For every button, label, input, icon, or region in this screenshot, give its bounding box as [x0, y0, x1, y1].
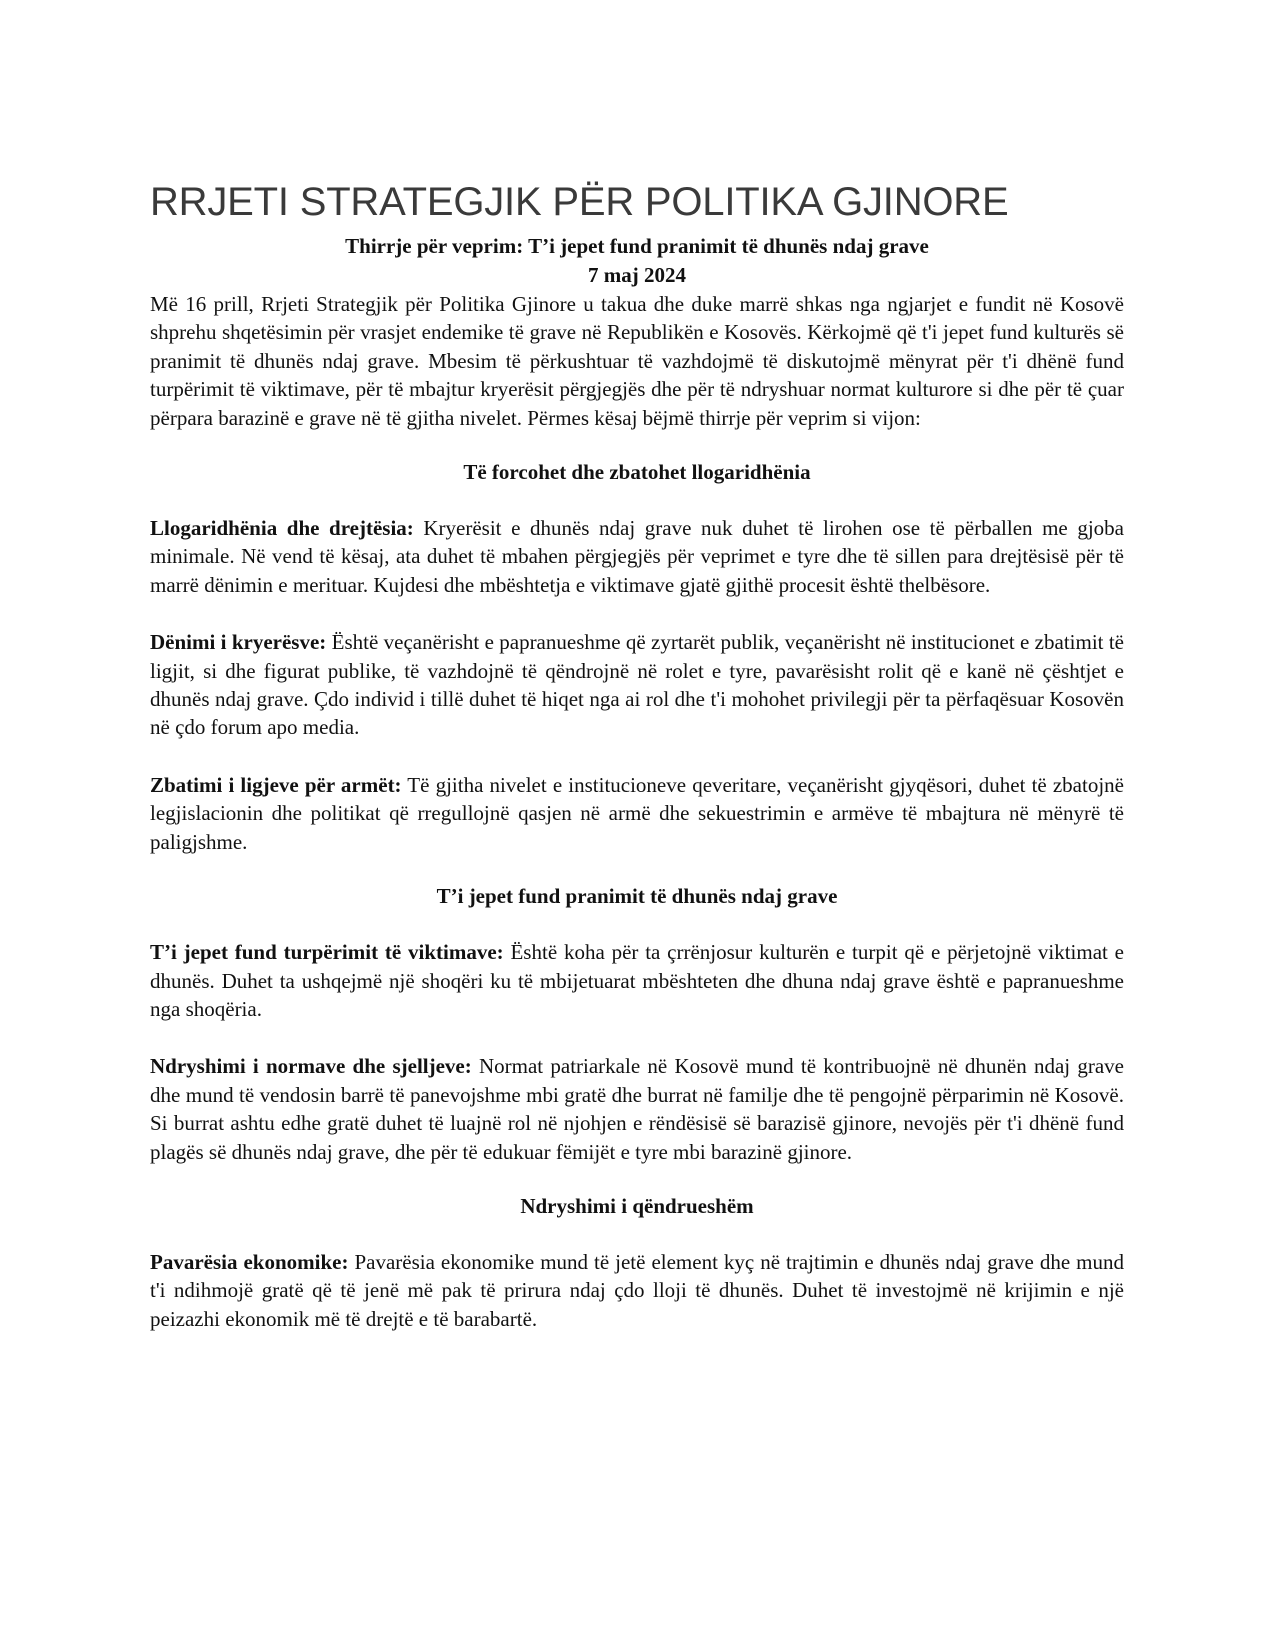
document-title: RRJETI STRATEGJIK PËR POLITIKA GJINORE: [150, 180, 1009, 224]
paragraph-text: Të gjitha nivelet e institucioneve qeveritare, veçanërisht gjyqësori, duhet të zbatojnë legjislacionin dhe politikat që rregullojnë qasjen në armë dhe sekuestrimin e armëve të mbajtura në mënyrë të paligjshme.: [150, 772, 1124, 854]
paragraph-text: Është koha për ta çrrënjosur kulturën e turpit që e përjetojnë viktimat e dhunës. Duhet ta ushqejmë një shoqëri ku të mbijetuarat mbështeten dhe dhuna ndaj grave është e papranueshme nga shoqëria.: [150, 940, 1124, 1021]
paragraph-lead: Dënimi i kryerësve:: [150, 630, 327, 655]
paragraph-victim-shaming: [150, 938, 1124, 1023]
paragraph-lead: T’i jepet fund turpërimit të viktimave:: [150, 940, 504, 965]
paragraph-text: Është veçanërisht e papranueshme që zyrtarët publik, veçanërisht në institucionet e zbatimit të ligjit, si dhe figurat publike, të vazhdojnë të qëndrojnë në rolet e tyre, pavarësisht rolit që e kanë në çështjet e dhunës ndaj grave. Çdo individ i tillë duhet të hiqet nga ai rol dhe t'i mohohet privilegji për ta përfaqësuar Kosovën në çdo forum apo media.: [150, 630, 1124, 740]
document-page: [150, 178, 1124, 1333]
paragraph-lead: Llogaridhënia dhe drejtësia:: [150, 516, 414, 541]
section-heading-sustainable-change: Ndryshimi i qëndrueshëm: [520, 1193, 754, 1218]
paragraph-lead: Zbatimi i ligjeve për armët:: [150, 772, 402, 797]
paragraph-economic-independence: [150, 1248, 1124, 1333]
paragraph-text: Normat patriarkale në Kosovë mund të kontribuojnë në dhunën ndaj grave dhe mund të vendosin barrë të panevojshme mbi gratë dhe burrat në familje dhe të pengojnë përparimin në Kosovë. Si burrat ashtu edhe gratë duhet të luajnë rol në njohjen e rëndësisë së barazisë gjinore, nevojës për t'i dhënë fund plagës së dhunës ndaj grave, dhe për të edukuar fëmijët e tyre mbi barazinë gjinore.: [150, 1054, 1125, 1164]
paragraph-punishment: [150, 628, 1124, 742]
document-subtitle: Thirrje për veprim: T’i jepet fund pranimit të dhunës ndaj grave: [345, 234, 929, 258]
paragraph-lead: Ndryshimi i normave dhe sjelljeve:: [150, 1054, 472, 1079]
section-heading-end-acceptance: T’i jepet fund pranimit të dhunës ndaj grave: [436, 884, 838, 909]
paragraph-weapons-laws: [150, 771, 1124, 856]
paragraph-accountability-justice: [150, 514, 1124, 599]
paragraph-text: Kryerësit e dhunës ndaj grave nuk duhet të lirohen ose të përballen me gjoba minimale. Në vend të kësaj, ata duhet të mbahen përgjegjës për veprimet e tyre dhe të sillen para drejtësisë për të marrë dënimin e merituar. Kujdesi dhe mbështetja e viktimave gjatë gjithë procesit është thelbësore.: [150, 516, 1124, 597]
document-date: 7 maj 2024: [588, 263, 686, 287]
paragraph-norms-behaviours: [150, 1052, 1124, 1166]
section-heading-accountability: Të forcohet dhe zbatohet llogaridhënia: [463, 460, 811, 485]
paragraph-text: Pavarësia ekonomike mund të jetë element kyç në trajtimin e dhunës ndaj grave dhe mund t'i ndihmojë gratë që të jenë më pak të prirura ndaj çdo lloji të dhunës. Duhet të investojmë në krijimin e një peizazhi ekonomik më të drejtë e të barabartë.: [150, 1249, 1124, 1331]
intro-paragraph: Më 16 prill, Rrjeti Strategjik për Politika Gjinore u takua dhe duke marrë shkas nga ngjarjet e fundit në Kosovë shprehu shqetësimin për vrasjet endemike të grave në Republikën e Kosovës. Kërkojmë që t'i jepet fund kulturës së pranimit të dhunës ndaj grave. Mbesim të përkushtuar të vazhdojmë të diskutojmë mënyrat për t'i dhënë fund turpërimit të viktimave, për të mbajtur kryerësit përgjegjës dhe për të ndryshuar normat kulturore si dhe për të çuar përpara barazinë e grave në të gjitha nivelet. Përmes kësaj bëjmë thirrje për veprim si vijon:: [150, 292, 1124, 430]
paragraph-lead: Pavarësia ekonomike:: [150, 1249, 349, 1274]
